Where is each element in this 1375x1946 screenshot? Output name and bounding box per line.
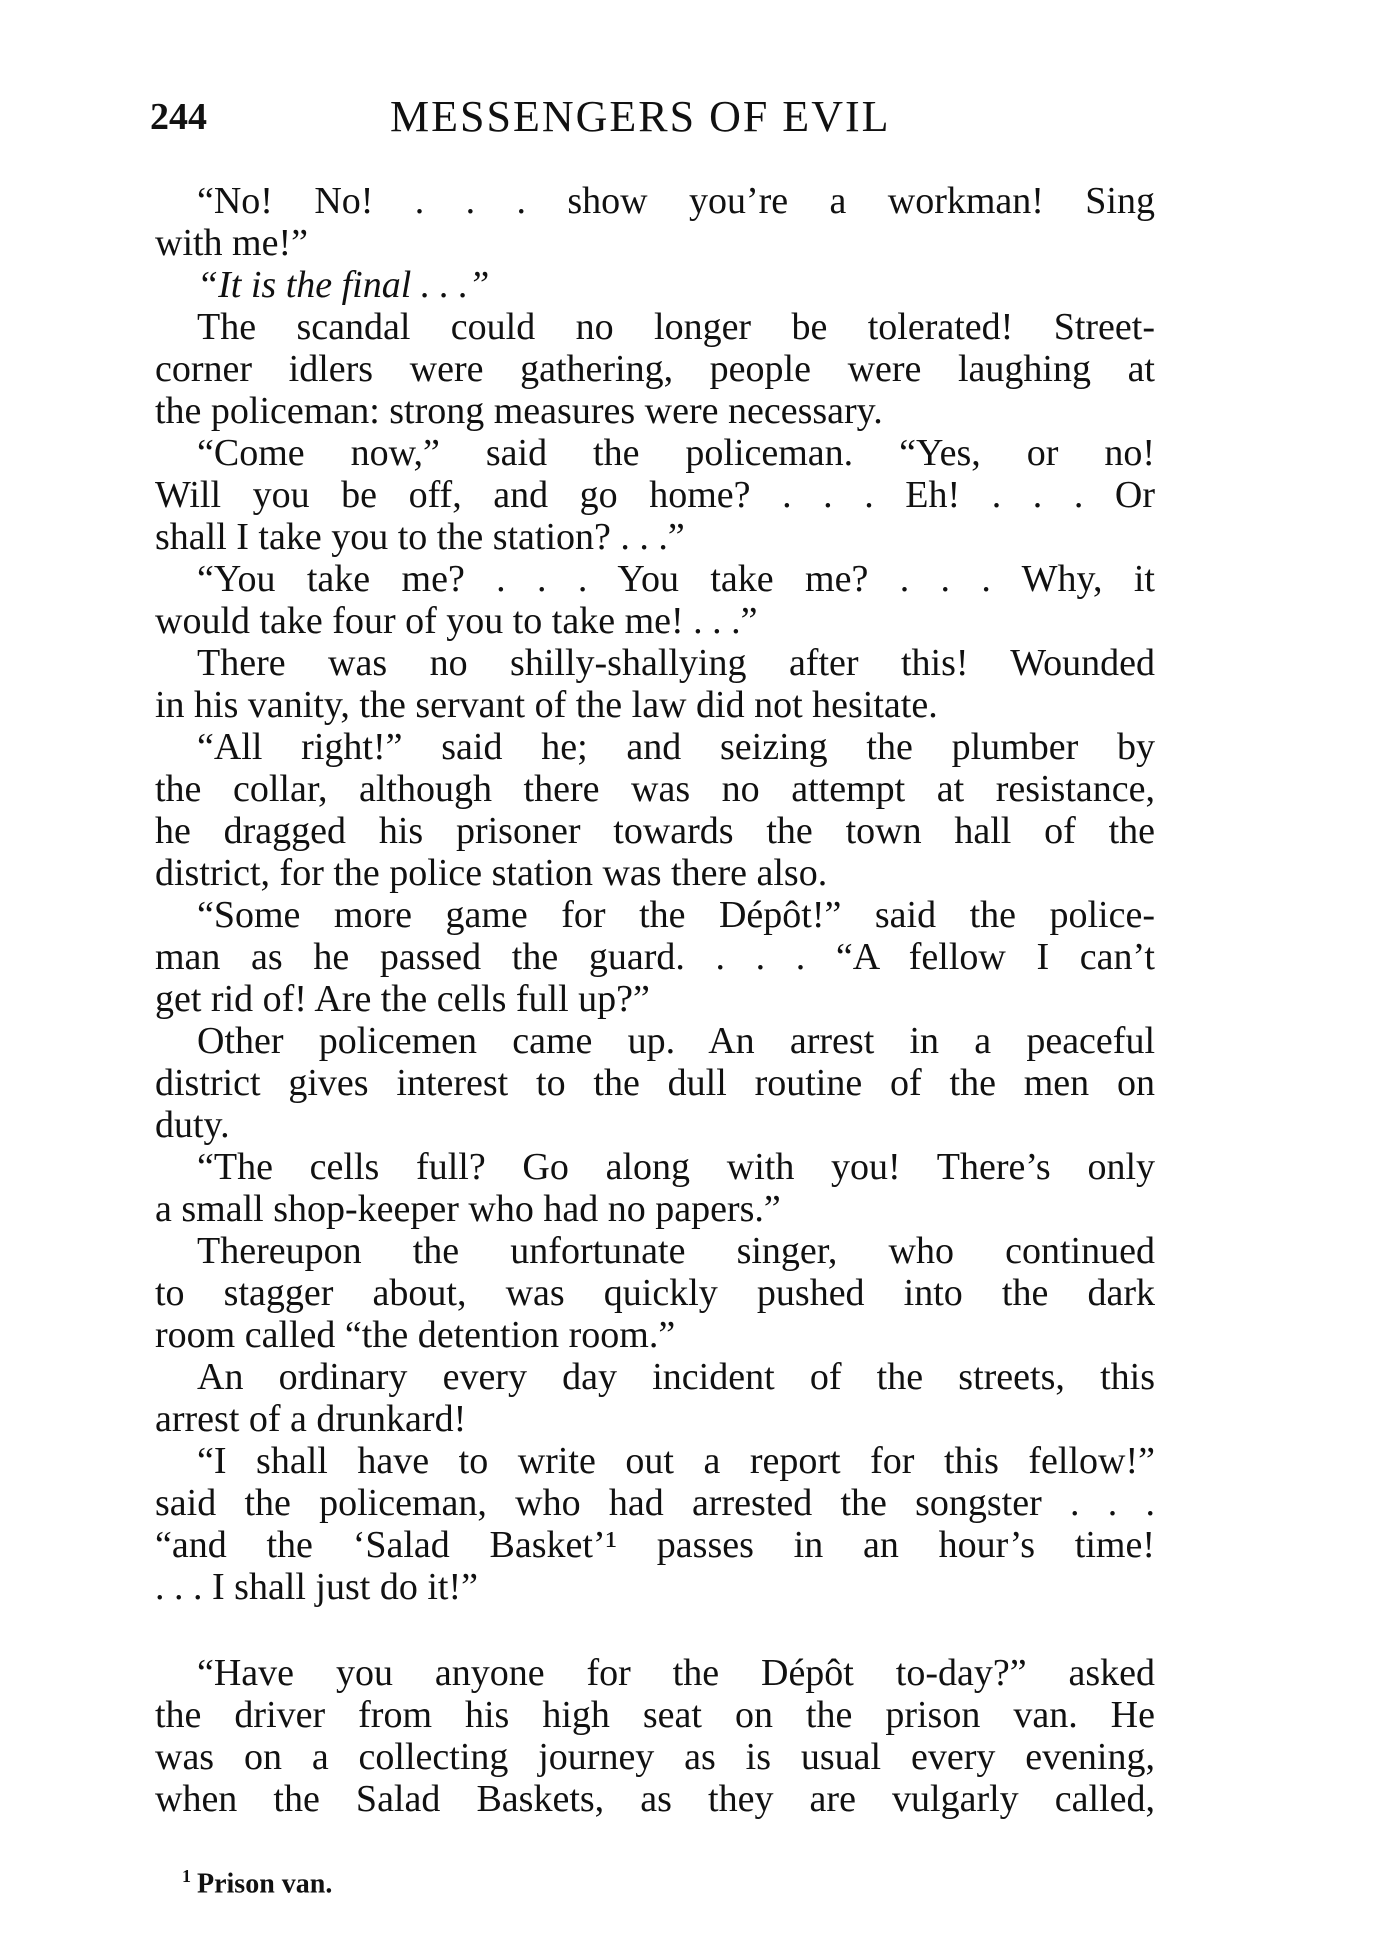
body-text [155, 180, 1155, 1820]
text-line: said the policeman, who had arrested the songster . . . [155, 1482, 1155, 1524]
text-line: would take four of you to take me! . . .” [155, 600, 758, 642]
text-line: “Come now,” said the policeman. “Yes, or no! [197, 432, 1155, 474]
text-line: Other policemen came up. An arrest in a peaceful [197, 1020, 1155, 1062]
text-line: “It is the final . . .” [197, 264, 490, 306]
text-line: corner idlers were gathering, people were laughing at [155, 348, 1155, 390]
page-number: 244 [150, 96, 207, 138]
footnote [182, 1858, 332, 1902]
text-line: duty. [155, 1104, 230, 1146]
running-head [150, 92, 1160, 142]
text-line: shall I take you to the station? . . .” [155, 516, 685, 558]
text-line: “and the ‘Salad Basket’¹ passes in an hour’s time! [155, 1524, 1155, 1566]
text-line: to stagger about, was quickly pushed into the dark [155, 1272, 1155, 1314]
text-line: “You take me? . . . You take me? . . . Why, it [197, 558, 1155, 600]
text-line: district, for the police station was there also. [155, 852, 828, 894]
text-line: the policeman: strong measures were necessary. [155, 390, 883, 432]
text-line: An ordinary every day incident of the streets, this [197, 1356, 1155, 1398]
text-line: in his vanity, the servant of the law did not hesitate. [155, 684, 938, 726]
text-line: when the Salad Baskets, as they are vulgarly called, [155, 1778, 1155, 1820]
text-line: “All right!” said he; and seizing the plumber by [197, 726, 1155, 768]
text-line: Thereupon the unfortunate singer, who continued [197, 1230, 1155, 1272]
text-line: a small shop-keeper who had no papers.” [155, 1188, 781, 1230]
book-title: MESSENGERS OF EVIL [390, 92, 891, 141]
text-line: “The cells full? Go along with you! There’s only [197, 1146, 1155, 1188]
text-line: “Have you anyone for the Dépôt to-day?” asked [197, 1652, 1155, 1694]
text-line: “I shall have to write out a report for this fellow!” [197, 1440, 1155, 1482]
text-line: “Some more game for the Dépôt!” said the police- [197, 894, 1155, 936]
text-line: arrest of a drunkard! [155, 1398, 467, 1440]
text-section-1 [155, 180, 1155, 1608]
footnote-text: Prison van. [197, 1868, 333, 1900]
text-line: room called “the detention room.” [155, 1314, 676, 1356]
text-line: . . . I shall just do it!” [155, 1566, 478, 1608]
text-line: he dragged his prisoner towards the town hall of the [155, 810, 1155, 852]
text-line: the collar, although there was no attempt at resistance, [155, 768, 1155, 810]
text-line: the driver from his high seat on the prison van. He [155, 1694, 1155, 1736]
footnote-marker: 1 [182, 1866, 191, 1886]
text-line: get rid of! Are the cells full up?” [155, 978, 650, 1020]
text-line: “No! No! . . . show you’re a workman! Sing [197, 180, 1155, 222]
text-line: with me!” [155, 222, 309, 264]
text-line: Will you be off, and go home? . . . Eh! . . . Or [155, 474, 1155, 516]
text-line: The scandal could no longer be tolerated! Street- [197, 306, 1155, 348]
text-section-2 [155, 1652, 1155, 1820]
text-line: district gives interest to the dull routine of the men on [155, 1062, 1155, 1104]
text-line: man as he passed the guard. . . . “A fellow I can’t [155, 936, 1155, 978]
section-break [155, 1608, 1155, 1652]
text-line: There was no shilly-shallying after this! Wounded [197, 642, 1155, 684]
text-line: was on a collecting journey as is usual every evening, [155, 1736, 1155, 1778]
